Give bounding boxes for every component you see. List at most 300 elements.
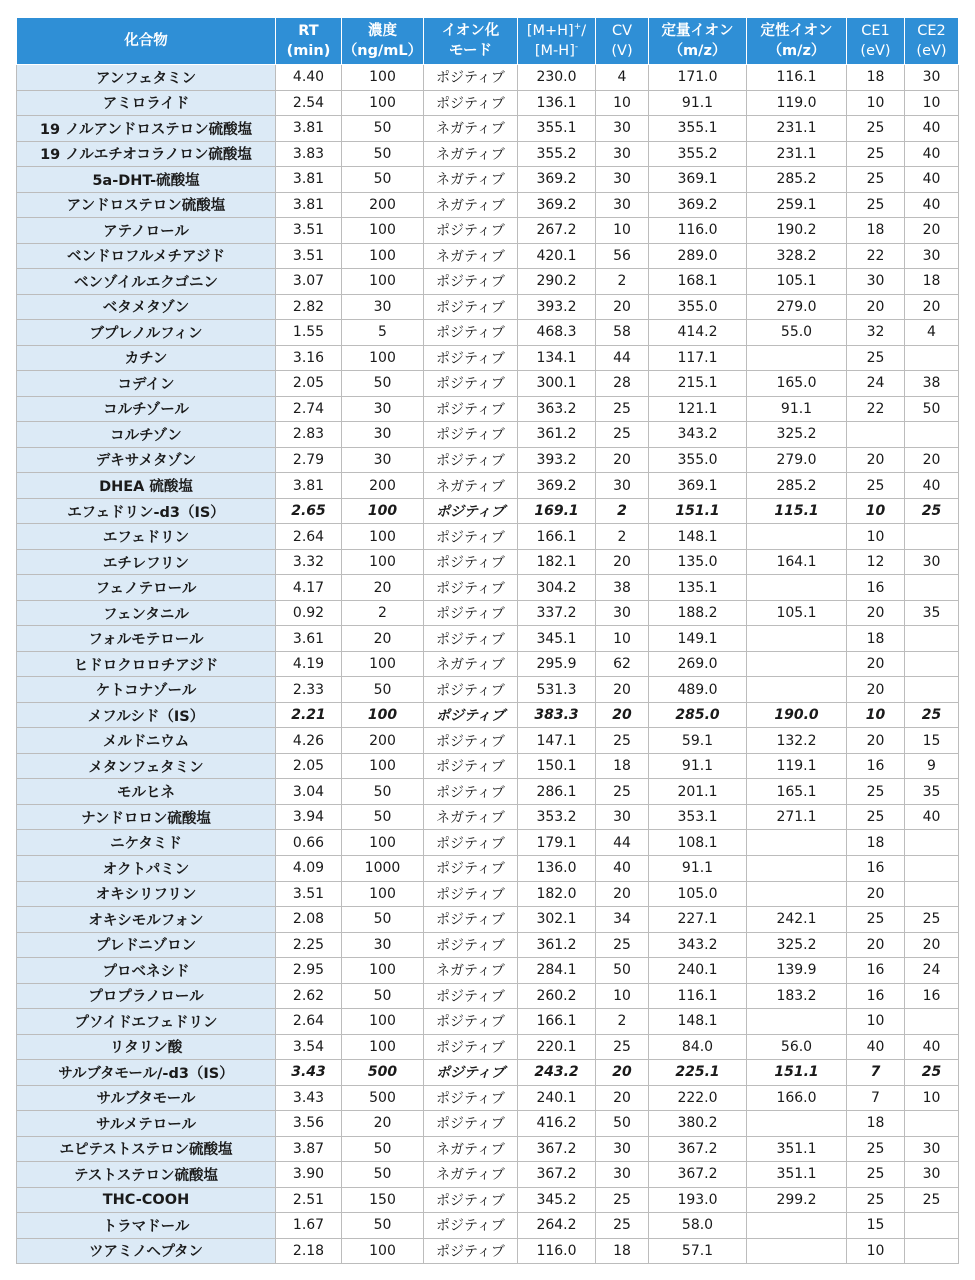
- rt-cell: 4.26: [276, 728, 342, 754]
- header-unit: (V): [611, 43, 633, 59]
- cv-cell: 25: [596, 728, 649, 754]
- rt-cell: 2.05: [276, 753, 342, 779]
- ce1-cell: 20: [847, 728, 905, 754]
- cv-cell: 30: [596, 167, 649, 193]
- precursor-mz-cell: 295.9: [518, 651, 596, 677]
- cv-cell: 20: [596, 677, 649, 703]
- precursor-mz-cell: 220.1: [518, 1034, 596, 1060]
- compound-name-cell: 19 ノルアンドロステロン硫酸塩: [17, 116, 276, 142]
- cv-cell: 25: [596, 1034, 649, 1060]
- concentration-cell: 50: [342, 907, 424, 933]
- compound-name-cell: DHEA 硫酸塩: [17, 473, 276, 499]
- qual-ion-cell: 55.0: [747, 320, 847, 346]
- ce2-cell: 25: [905, 907, 959, 933]
- ce2-cell: 40: [905, 141, 959, 167]
- cv-cell: 25: [596, 1187, 649, 1213]
- concentration-cell: 50: [342, 804, 424, 830]
- ce1-cell: 40: [847, 1034, 905, 1060]
- compound-name-cell: エチレフリン: [17, 549, 276, 575]
- table-row: [17, 958, 959, 984]
- cv-cell: 30: [596, 116, 649, 142]
- rt-cell: 2.74: [276, 396, 342, 422]
- qual-ion-cell: 279.0: [747, 294, 847, 320]
- cv-cell: 62: [596, 651, 649, 677]
- ce1-cell: 10: [847, 702, 905, 728]
- compound-name-cell: フェンタニル: [17, 600, 276, 626]
- qual-ion-cell: 165.1: [747, 779, 847, 805]
- ionization-mode-cell: ポジティブ: [424, 907, 518, 933]
- qual-ion-cell: 139.9: [747, 958, 847, 984]
- quant-ion-cell: 108.1: [649, 830, 747, 856]
- ce1-cell: 16: [847, 575, 905, 601]
- compound-name-cell: アンドロステロン硫酸塩: [17, 192, 276, 218]
- ce2-cell: [905, 1213, 959, 1239]
- compound-name-cell: オキシリフリン: [17, 881, 276, 907]
- qual-ion-cell: 119.1: [747, 753, 847, 779]
- rt-cell: 2.21: [276, 702, 342, 728]
- cv-cell: 10: [596, 626, 649, 652]
- quant-ion-cell: 355.0: [649, 447, 747, 473]
- cv-cell: 56: [596, 243, 649, 269]
- ionization-mode-cell: ポジティブ: [424, 294, 518, 320]
- table-row: [17, 167, 959, 193]
- compound-name-cell: テストステロン硫酸塩: [17, 1162, 276, 1188]
- compound-name-cell: コルチゾール: [17, 396, 276, 422]
- ce1-cell: 25: [847, 141, 905, 167]
- rt-cell: 3.81: [276, 167, 342, 193]
- ionization-mode-cell: ネガティブ: [424, 116, 518, 142]
- qual-ion-cell: 164.1: [747, 549, 847, 575]
- ionization-mode-cell: ポジティブ: [424, 779, 518, 805]
- ce1-cell: 18: [847, 830, 905, 856]
- precursor-mz-cell: 182.0: [518, 881, 596, 907]
- concentration-cell: 200: [342, 192, 424, 218]
- cv-cell: 2: [596, 269, 649, 295]
- rt-cell: 2.25: [276, 932, 342, 958]
- table-row: [17, 677, 959, 703]
- header-unit: モード: [449, 43, 492, 59]
- ionization-mode-cell: ネガティブ: [424, 141, 518, 167]
- qual-ion-cell: 166.0: [747, 1085, 847, 1111]
- cv-cell: 34: [596, 907, 649, 933]
- table-row: [17, 90, 959, 116]
- precursor-mz-cell: 147.1: [518, 728, 596, 754]
- cv-cell: 2: [596, 1009, 649, 1035]
- table-row: [17, 1034, 959, 1060]
- ce1-cell: 25: [847, 1136, 905, 1162]
- cv-cell: 38: [596, 575, 649, 601]
- header-superscript: -: [574, 42, 579, 53]
- precursor-mz-cell: 150.1: [518, 753, 596, 779]
- concentration-cell: 30: [342, 422, 424, 448]
- qual-ion-cell: 299.2: [747, 1187, 847, 1213]
- ce2-cell: 40: [905, 1034, 959, 1060]
- rt-cell: 4.09: [276, 855, 342, 881]
- precursor-mz-cell: 284.1: [518, 958, 596, 984]
- cv-cell: 2: [596, 498, 649, 524]
- rt-cell: 2.33: [276, 677, 342, 703]
- ce1-cell: 20: [847, 600, 905, 626]
- cv-cell: 10: [596, 90, 649, 116]
- table-row: [17, 243, 959, 269]
- compound-name-cell: エフェドリン-d3（IS）: [17, 498, 276, 524]
- ionization-mode-cell: ポジティブ: [424, 371, 518, 397]
- quant-ion-cell: 116.1: [649, 983, 747, 1009]
- ce2-cell: 16: [905, 983, 959, 1009]
- ce2-cell: 10: [905, 1085, 959, 1111]
- table-row: [17, 1085, 959, 1111]
- quant-ion-cell: 201.1: [649, 779, 747, 805]
- ce2-cell: [905, 651, 959, 677]
- precursor-mz-cell: 134.1: [518, 345, 596, 371]
- table-row: [17, 371, 959, 397]
- table-row: [17, 192, 959, 218]
- ce1-cell: 25: [847, 1162, 905, 1188]
- ce1-cell: 20: [847, 447, 905, 473]
- concentration-cell: 100: [342, 65, 424, 91]
- qual-ion-cell: [747, 830, 847, 856]
- rt-cell: 3.51: [276, 218, 342, 244]
- precursor-mz-cell: 302.1: [518, 907, 596, 933]
- compound-name-cell: メタンフェタミン: [17, 753, 276, 779]
- table-row: [17, 728, 959, 754]
- ce1-cell: 18: [847, 218, 905, 244]
- ce1-cell: 25: [847, 473, 905, 499]
- compound-name-cell: サルブタモール/-d3（IS）: [17, 1060, 276, 1086]
- header-separator: /: [581, 23, 587, 39]
- precursor-mz-cell: 290.2: [518, 269, 596, 295]
- rt-cell: 3.87: [276, 1136, 342, 1162]
- ce2-cell: 30: [905, 243, 959, 269]
- ce2-cell: [905, 1238, 959, 1264]
- table-row: [17, 881, 959, 907]
- ionization-mode-cell: ポジティブ: [424, 1034, 518, 1060]
- ce2-cell: 30: [905, 1162, 959, 1188]
- cv-cell: 25: [596, 779, 649, 805]
- rt-cell: 2.83: [276, 422, 342, 448]
- concentration-cell: 50: [342, 779, 424, 805]
- rt-cell: 3.81: [276, 116, 342, 142]
- rt-cell: 2.08: [276, 907, 342, 933]
- cv-cell: 44: [596, 345, 649, 371]
- rt-cell: 2.82: [276, 294, 342, 320]
- ionization-mode-cell: ポジティブ: [424, 218, 518, 244]
- ionization-mode-cell: ポジティブ: [424, 320, 518, 346]
- concentration-cell: 100: [342, 830, 424, 856]
- concentration-cell: 100: [342, 753, 424, 779]
- ce1-cell: 10: [847, 1009, 905, 1035]
- concentration-cell: 50: [342, 1213, 424, 1239]
- compound-name-cell: アミロライド: [17, 90, 276, 116]
- quant-ion-cell: 369.1: [649, 473, 747, 499]
- qual-ion-cell: [747, 626, 847, 652]
- table-row: [17, 907, 959, 933]
- header-quant-ion: [649, 18, 747, 65]
- qual-ion-cell: [747, 524, 847, 550]
- ce2-cell: 25: [905, 702, 959, 728]
- ce1-cell: 16: [847, 855, 905, 881]
- qual-ion-cell: [747, 881, 847, 907]
- ce1-cell: 20: [847, 651, 905, 677]
- table-row: [17, 218, 959, 244]
- precursor-mz-cell: 355.2: [518, 141, 596, 167]
- concentration-cell: 100: [342, 1009, 424, 1035]
- ionization-mode-cell: ポジティブ: [424, 1187, 518, 1213]
- ce2-cell: 20: [905, 447, 959, 473]
- ce1-cell: 25: [847, 1187, 905, 1213]
- ce1-cell: 25: [847, 192, 905, 218]
- ionization-mode-cell: ポジティブ: [424, 881, 518, 907]
- rt-cell: 2.05: [276, 371, 342, 397]
- ce2-cell: [905, 422, 959, 448]
- compound-name-cell: プレドニゾロン: [17, 932, 276, 958]
- header-label: [M+H]: [526, 23, 574, 39]
- ce2-cell: 25: [905, 1060, 959, 1086]
- cv-cell: 18: [596, 753, 649, 779]
- table-row: [17, 269, 959, 295]
- concentration-cell: 500: [342, 1085, 424, 1111]
- rt-cell: 2.62: [276, 983, 342, 1009]
- ce1-cell: 22: [847, 243, 905, 269]
- precursor-mz-cell: 166.1: [518, 1009, 596, 1035]
- cv-cell: 20: [596, 294, 649, 320]
- rt-cell: 3.32: [276, 549, 342, 575]
- cv-cell: 20: [596, 881, 649, 907]
- ce2-cell: [905, 345, 959, 371]
- ionization-mode-cell: ネガティブ: [424, 167, 518, 193]
- table-row: [17, 1213, 959, 1239]
- header-unit: （m/z）: [668, 43, 727, 59]
- precursor-mz-cell: 393.2: [518, 447, 596, 473]
- cv-cell: 25: [596, 1213, 649, 1239]
- header-ce1: [847, 18, 905, 65]
- compound-name-cell: リタリン酸: [17, 1034, 276, 1060]
- header-label: 濃度: [368, 23, 397, 39]
- ce2-cell: 50: [905, 396, 959, 422]
- table-row: [17, 447, 959, 473]
- precursor-mz-cell: 468.3: [518, 320, 596, 346]
- qual-ion-cell: [747, 651, 847, 677]
- ionization-mode-cell: ネガティブ: [424, 958, 518, 984]
- quant-ion-cell: 116.0: [649, 218, 747, 244]
- compound-name-cell: ベンゾイルエクゴニン: [17, 269, 276, 295]
- quant-ion-cell: 105.0: [649, 881, 747, 907]
- cv-cell: 30: [596, 1136, 649, 1162]
- quant-ion-cell: 121.1: [649, 396, 747, 422]
- compound-name-cell: アテノロール: [17, 218, 276, 244]
- precursor-mz-cell: 337.2: [518, 600, 596, 626]
- precursor-mz-cell: 355.1: [518, 116, 596, 142]
- header-unit: [M-H]: [534, 43, 575, 59]
- qual-ion-cell: 56.0: [747, 1034, 847, 1060]
- ce2-cell: [905, 1009, 959, 1035]
- qual-ion-cell: 119.0: [747, 90, 847, 116]
- ce2-cell: [905, 626, 959, 652]
- quant-ion-cell: 240.1: [649, 958, 747, 984]
- cv-cell: 18: [596, 1238, 649, 1264]
- ce2-cell: 20: [905, 932, 959, 958]
- rt-cell: 2.54: [276, 90, 342, 116]
- quant-ion-cell: 168.1: [649, 269, 747, 295]
- rt-cell: 3.90: [276, 1162, 342, 1188]
- table-header-row: [17, 18, 959, 65]
- ionization-mode-cell: ポジティブ: [424, 983, 518, 1009]
- cv-cell: 20: [596, 1060, 649, 1086]
- ce2-cell: 20: [905, 294, 959, 320]
- header-ce2: [905, 18, 959, 65]
- ce1-cell: 20: [847, 881, 905, 907]
- ce2-cell: [905, 830, 959, 856]
- qual-ion-cell: [747, 855, 847, 881]
- header-unit: (eV): [916, 43, 947, 59]
- ionization-mode-cell: ネガティブ: [424, 1162, 518, 1188]
- compound-name-cell: カチン: [17, 345, 276, 371]
- cv-cell: 2: [596, 524, 649, 550]
- compound-name-cell: サルメテロール: [17, 1111, 276, 1137]
- table-row: [17, 345, 959, 371]
- quant-ion-cell: 149.1: [649, 626, 747, 652]
- ce1-cell: 18: [847, 1111, 905, 1137]
- concentration-cell: 30: [342, 294, 424, 320]
- table-row: [17, 141, 959, 167]
- qual-ion-cell: [747, 677, 847, 703]
- compound-name-cell: デキサメタゾン: [17, 447, 276, 473]
- ionization-mode-cell: ポジティブ: [424, 447, 518, 473]
- precursor-mz-cell: 264.2: [518, 1213, 596, 1239]
- table-row: [17, 600, 959, 626]
- rt-cell: 2.95: [276, 958, 342, 984]
- ce2-cell: [905, 855, 959, 881]
- rt-cell: 2.65: [276, 498, 342, 524]
- qual-ion-cell: [747, 575, 847, 601]
- header-qual-ion: [747, 18, 847, 65]
- header-label: CE1: [861, 23, 890, 39]
- ionization-mode-cell: ネガティブ: [424, 192, 518, 218]
- rt-cell: 1.55: [276, 320, 342, 346]
- quant-ion-cell: 148.1: [649, 1009, 747, 1035]
- cv-cell: 4: [596, 65, 649, 91]
- ionization-mode-cell: ポジティブ: [424, 753, 518, 779]
- ionization-mode-cell: ポジティブ: [424, 932, 518, 958]
- qual-ion-cell: 259.1: [747, 192, 847, 218]
- compound-name-cell: 19 ノルエチオコラノロン硫酸塩: [17, 141, 276, 167]
- header-precursor: [518, 18, 596, 65]
- concentration-cell: 50: [342, 116, 424, 142]
- concentration-cell: 50: [342, 1136, 424, 1162]
- rt-cell: 3.43: [276, 1060, 342, 1086]
- ionization-mode-cell: ポジティブ: [424, 677, 518, 703]
- compound-name-cell: フェノテロール: [17, 575, 276, 601]
- ionization-mode-cell: ポジティブ: [424, 90, 518, 116]
- concentration-cell: 100: [342, 702, 424, 728]
- concentration-cell: 50: [342, 167, 424, 193]
- cv-cell: 30: [596, 1162, 649, 1188]
- rt-cell: 3.83: [276, 141, 342, 167]
- table-row: [17, 932, 959, 958]
- concentration-cell: 20: [342, 1111, 424, 1137]
- rt-cell: 4.40: [276, 65, 342, 91]
- precursor-mz-cell: 531.3: [518, 677, 596, 703]
- cv-cell: 10: [596, 218, 649, 244]
- qual-ion-cell: 91.1: [747, 396, 847, 422]
- ce1-cell: 7: [847, 1085, 905, 1111]
- concentration-cell: 100: [342, 269, 424, 295]
- ce2-cell: 40: [905, 116, 959, 142]
- ce1-cell: 32: [847, 320, 905, 346]
- ce2-cell: 4: [905, 320, 959, 346]
- ionization-mode-cell: ポジティブ: [424, 396, 518, 422]
- table-row: [17, 1162, 959, 1188]
- compound-name-cell: フォルモテロール: [17, 626, 276, 652]
- concentration-cell: 2: [342, 600, 424, 626]
- concentration-cell: 1000: [342, 855, 424, 881]
- qual-ion-cell: 190.2: [747, 218, 847, 244]
- concentration-cell: 100: [342, 498, 424, 524]
- ce2-cell: 24: [905, 958, 959, 984]
- cv-cell: 25: [596, 422, 649, 448]
- header-superscript: +: [573, 22, 582, 33]
- concentration-cell: 100: [342, 549, 424, 575]
- qual-ion-cell: 285.2: [747, 473, 847, 499]
- precursor-mz-cell: 416.2: [518, 1111, 596, 1137]
- precursor-mz-cell: 166.1: [518, 524, 596, 550]
- quant-ion-cell: 289.0: [649, 243, 747, 269]
- ce2-cell: [905, 524, 959, 550]
- header-label: イオン化: [441, 23, 500, 39]
- precursor-mz-cell: 420.1: [518, 243, 596, 269]
- ce1-cell: 10: [847, 90, 905, 116]
- concentration-cell: 100: [342, 218, 424, 244]
- qual-ion-cell: 190.0: [747, 702, 847, 728]
- concentration-cell: 150: [342, 1187, 424, 1213]
- precursor-mz-cell: 300.1: [518, 371, 596, 397]
- ce1-cell: 10: [847, 1238, 905, 1264]
- quant-ion-cell: 269.0: [649, 651, 747, 677]
- quant-ion-cell: 135.1: [649, 575, 747, 601]
- table-row: [17, 779, 959, 805]
- ce2-cell: [905, 575, 959, 601]
- table-row: [17, 65, 959, 91]
- compound-name-cell: メフルシド（IS）: [17, 702, 276, 728]
- concentration-cell: 50: [342, 983, 424, 1009]
- header-label: 定量イオン: [661, 23, 734, 39]
- quant-ion-cell: 91.1: [649, 855, 747, 881]
- ce2-cell: [905, 881, 959, 907]
- qual-ion-cell: [747, 1009, 847, 1035]
- ce1-cell: 12: [847, 549, 905, 575]
- compound-name-cell: 5a-DHT-硫酸塩: [17, 167, 276, 193]
- quant-ion-cell: 227.1: [649, 907, 747, 933]
- cv-cell: 25: [596, 932, 649, 958]
- ce2-cell: 35: [905, 600, 959, 626]
- rt-cell: 3.07: [276, 269, 342, 295]
- concentration-cell: 100: [342, 345, 424, 371]
- precursor-mz-cell: 345.2: [518, 1187, 596, 1213]
- precursor-mz-cell: 383.3: [518, 702, 596, 728]
- qual-ion-cell: 132.2: [747, 728, 847, 754]
- quant-ion-cell: 489.0: [649, 677, 747, 703]
- ce1-cell: 25: [847, 907, 905, 933]
- concentration-cell: 500: [342, 1060, 424, 1086]
- precursor-mz-cell: 179.1: [518, 830, 596, 856]
- rt-cell: 3.04: [276, 779, 342, 805]
- qual-ion-cell: 325.2: [747, 932, 847, 958]
- precursor-mz-cell: 369.2: [518, 192, 596, 218]
- header-unit: (min): [286, 43, 331, 59]
- compound-name-cell: メルドニウム: [17, 728, 276, 754]
- ce1-cell: 20: [847, 677, 905, 703]
- quant-ion-cell: 367.2: [649, 1136, 747, 1162]
